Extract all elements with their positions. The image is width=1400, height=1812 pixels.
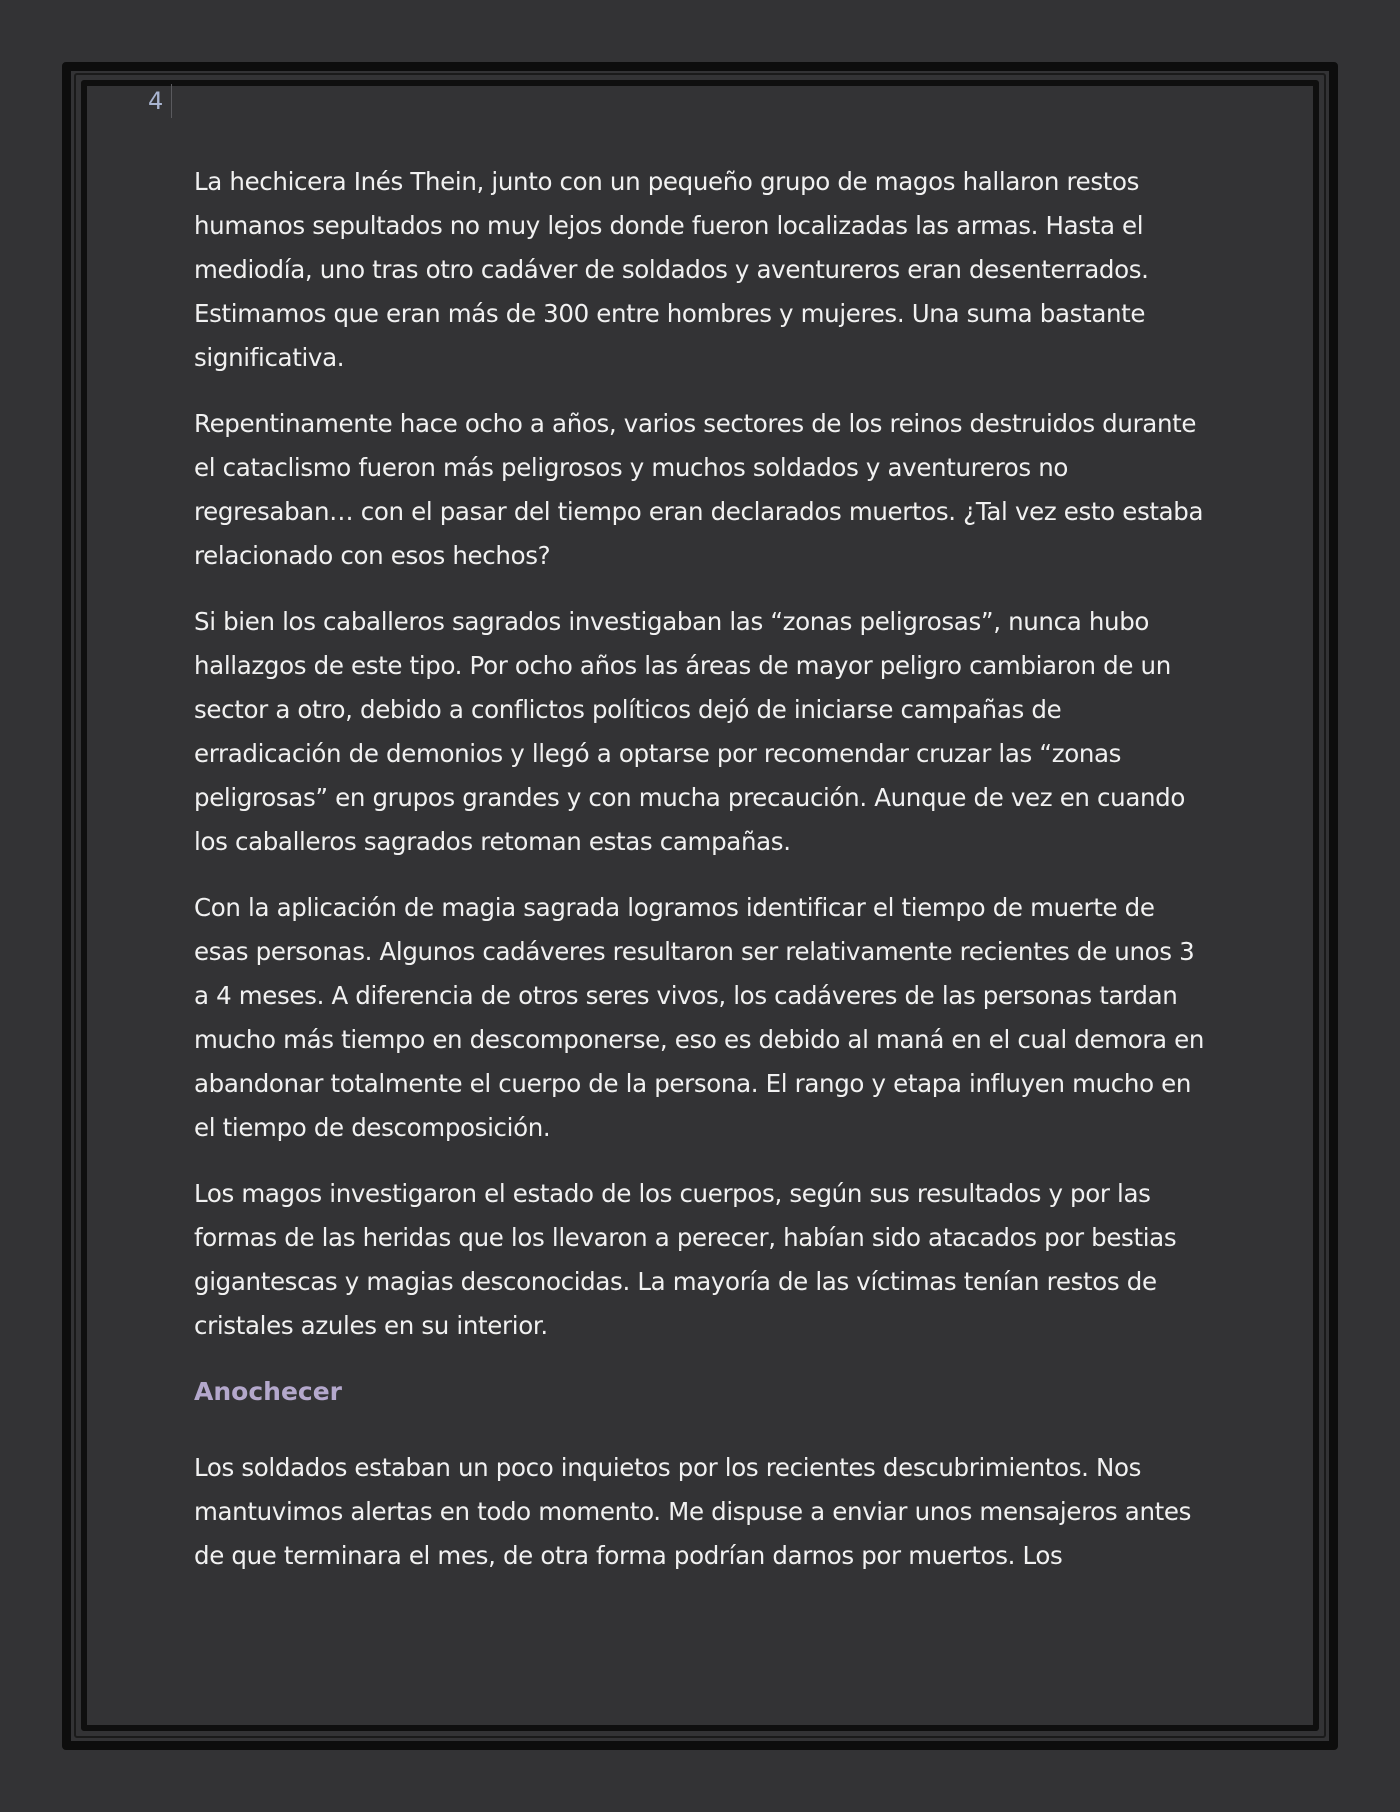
paragraph: Los magos investigaron el estado de los cuerpos, según sus resultados y por las formas de las heridas que los llevaron a perecer, habían sido atacados por bestias gigantescas y magias desconocidas. La mayoría de las víctimas tenían restos de cristales azules en su interior.	[194, 1179, 1177, 1340]
paragraph: La hechicera Inés Thein, junto con un pequeño grupo de magos hallaron restos humanos sepultados no muy lejos donde fueron localizadas las armas. Hasta el mediodía, uno tras otro cadáver de soldados y aventureros eran desenterrados. Estimamos que eran más de 300 entre hombres y mujeres. Una suma bastante significativa.	[194, 167, 1149, 372]
page-number: 4	[148, 84, 172, 118]
paragraph: Los soldados estaban un poco inquietos por los recientes descubrimientos. Nos mantuvimos alertas en todo momento. Me dispuse a enviar unos mensajeros antes de que terminara el mes, de otra forma podrían darnos por muertos. Los	[194, 1453, 1192, 1570]
document-body	[194, 160, 1214, 1600]
paragraph: Si bien los caballeros sagrados investigaban las “zonas peligrosas”, nunca hubo hallazgos de este tipo. Por ocho años las áreas de mayor peligro cambiaron de un sector a otro, debido a conflictos políticos dejó de iniciarse campañas de erradicación de demonios y llegó a optarse por recomendar cruzar las “zonas peligrosas” en grupos grandes y con mucha precaución. Aunque de vez en cuando los caballeros sagrados retoman estas campañas.	[194, 607, 1186, 856]
paragraph: Repentinamente hace ocho a años, varios sectores de los reinos destruidos durante el cataclismo fueron más peligrosos y muchos soldados y aventureros no regresaban… con el pasar del tiempo eran declarados muertos. ¿Tal vez esto estaba relacionado con esos hechos?	[194, 409, 1204, 570]
section-heading: Anochecer	[194, 1377, 342, 1406]
paragraph: Con la aplicación de magia sagrada logramos identificar el tiempo de muerte de esas personas. Algunos cadáveres resultaron ser relativamente recientes de unos 3 a 4 meses. A diferencia de otros seres vivos, los cadáveres de las personas tardan mucho más tiempo en descomponerse, eso es debido al maná en el cual demora en abandonar totalmente el cuerpo de la persona. El rango y etapa influyen mucho en el tiempo de descomposición.	[194, 893, 1205, 1142]
